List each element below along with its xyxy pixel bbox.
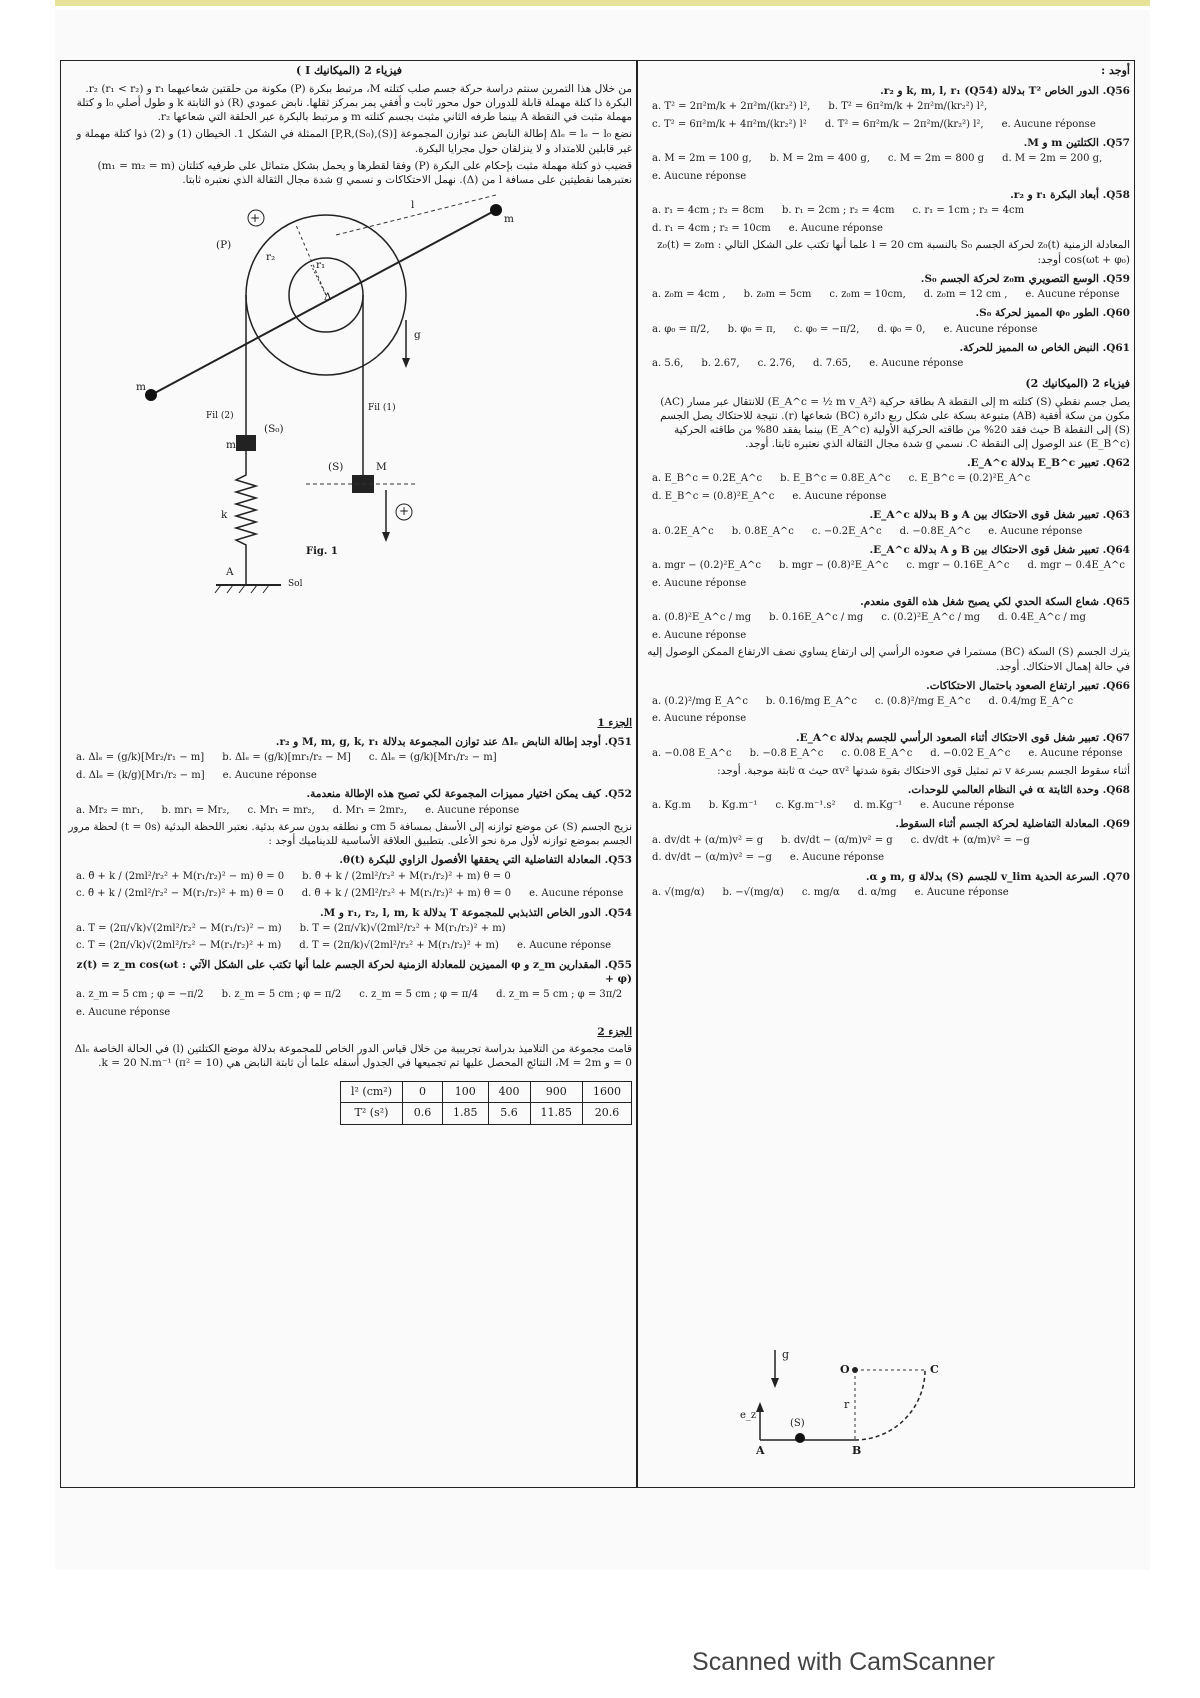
q67-option-b[interactable]: b. −0.8 E_A^c <box>749 748 824 760</box>
q52-option-d[interactable]: d. Mr₁ = 2mr₂, <box>332 804 408 816</box>
q65-option-d[interactable]: d. 0.4E_A^c / mg <box>998 612 1086 624</box>
intro-paragraph-part2: يصل جسم نقطي (S) كتلته m إلى النقطة A بطاقة حركية (E_A^c = ½ m v_A²) للانتقال عبر مسار (AC) مكون من سكة أفقية (AB) متبوعة بسكة على شكل ربع دائرة (BC) شعاعها (r). نتيجة للاحتكاك يصل الجسم (S) إلى النقطة B حيث فقد 20% من طاقته الحركية الأولية (E_A^c) بينما يفقد 80% من طاقته الحركية (E_B^c) عند الوصول إلى النقطة C. نسمي g شدة مجال الثقالة الذي نعتبره ثابتا. أوجد. <box>660 395 1130 451</box>
q56-text: Q56. الدور الخاص T² بدلالة (Q54) k, m, l, r₁ و r₂. <box>880 84 1130 97</box>
q67-option-d[interactable]: d. −0.02 E_A^c <box>930 748 1011 760</box>
q63-option-d[interactable]: d. −0.8E_A^c <box>899 525 971 537</box>
q64-option-c[interactable]: c. mgr − 0.16E_A^c <box>906 560 1010 572</box>
label-plus-top: + <box>250 211 261 226</box>
q67-option-c[interactable]: c. 0.08 E_A^c <box>841 748 913 760</box>
table-cell: 0 <box>403 1081 443 1103</box>
q68-text: Q68. وحدة الثابتة α في النظام العالمي للوحدات. <box>907 783 1130 796</box>
q55-options <box>76 988 632 1019</box>
fig2-label-g: g <box>782 1348 790 1361</box>
scan-top-edge <box>55 0 1150 6</box>
q53-options <box>76 870 632 901</box>
q51-option-e[interactable]: e. Aucune réponse <box>222 769 317 781</box>
q69-option-a[interactable]: a. dv/dt + (α/m)v² = g <box>652 834 764 846</box>
q69-option-d[interactable]: d. dv/dt − (α/m)v² = −g <box>652 852 772 864</box>
q52-option-c[interactable]: c. Mr₁ = mr₂, <box>247 804 315 816</box>
q57-option-e[interactable]: e. Aucune réponse <box>652 170 747 182</box>
q58-option-a[interactable]: a. r₁ = 4cm ; r₂ = 8cm <box>652 205 764 217</box>
q57-option-b[interactable]: b. M = 2m = 400 g, <box>769 153 870 165</box>
fig2-label-S: (S) <box>790 1418 805 1429</box>
q68-option-d[interactable]: d. m.Kg⁻¹ <box>853 799 903 811</box>
q54-option-a[interactable]: a. T = (2π/√k)√(2ml²/r₂² − M(r₁/r₂)² − m) <box>76 922 282 934</box>
label-delta: Δ <box>324 291 332 304</box>
q60-option-e[interactable]: e. Aucune réponse <box>943 323 1038 335</box>
q53-option-e[interactable]: e. Aucune réponse <box>529 888 624 900</box>
q52-option-a[interactable]: a. Mr₂ = mr₁, <box>76 804 144 816</box>
q64-text: Q64. تعبير شغل قوى الاحتكاك بين B و A بدلالة E_A^c. <box>869 544 1130 557</box>
q69-option-c[interactable]: c. dv/dt + (α/m)v² = −g <box>910 834 1030 846</box>
ground-hatch <box>215 585 269 593</box>
q53-option-b[interactable]: b. θ̈ + k / (2ml²/r₂² + M(r₁/r₂)² + m) θ = 0 <box>302 870 511 882</box>
intro-paragraph-3: قضيب ذو كتلة مهملة مثبت بإحكام على البكرة (P) وفقا لقطرها و يحمل بشكل متماثل على طرفيه كتلتان (m₁ = m₂ = m) نعتبرهما نقطيتين على مسافة l من (Δ). نهمل الاحتكاكات و نسمي g شدة مجال الثقالة الذي نعتبره ثابتا. <box>97 159 632 186</box>
q69-text: Q69. المعادلة التفاضلية لحركة الجسم أثناء السقوط. <box>895 818 1130 831</box>
q59-option-a[interactable]: a. z₀m = 4cm , <box>652 288 726 300</box>
label-m-top: m <box>504 213 514 226</box>
label-plus-bottom: + <box>399 504 410 519</box>
q66-option-c[interactable]: c. (0.8)²/mg E_A^c <box>874 695 971 707</box>
q63-option-e[interactable]: e. Aucune réponse <box>988 525 1083 537</box>
label-l: l <box>411 199 415 212</box>
fig2-label-C: C <box>930 1363 939 1376</box>
q63-option-c[interactable]: c. −0.2E_A^c <box>811 525 882 537</box>
table-cell: 5.6 <box>488 1103 530 1125</box>
q68-option-c[interactable]: c. Kg.m⁻¹.s² <box>775 799 836 811</box>
q70-option-d[interactable]: d. α/mg <box>857 886 897 898</box>
fig2-label-ez: e_z <box>740 1410 757 1421</box>
table-cell: 11.85 <box>530 1103 583 1125</box>
intro-paragraph-2: نضع Δlₑ = lₑ − l₀ إطالة النابض عند توازن المجموعة [(S),(S₀),P,R] الممثلة في الشكل 1. الخيطان (1) و (2) ذوا كتلة مهملة و غير قابلين للامتداد و لا ينزلقان حول مجرايا البكرة. <box>76 128 632 155</box>
table-row <box>340 1081 631 1103</box>
q65-text: Q65. شعاع السكة الحدي لكي يصبح شغل هذه القوى منعدم. <box>860 596 1130 609</box>
q58-options <box>652 204 1130 235</box>
label-r2: r₂ <box>266 251 276 264</box>
q62-text: Q62. تعبير E_B^c بدلالة E_A^c. <box>967 457 1130 470</box>
q57-option-c[interactable]: c. M = 2m = 800 g <box>887 153 985 165</box>
q70-option-e[interactable]: e. Aucune réponse <box>914 886 1009 898</box>
table-cell: 20.6 <box>583 1103 632 1125</box>
q62-options <box>652 472 1130 503</box>
q70-option-a[interactable]: a. √(mg/α) <box>652 886 705 898</box>
left-header: فيزياء 2 (الميكانيك I ) <box>296 64 402 77</box>
q65-option-a[interactable]: a. (0.8)²E_A^c / mg <box>652 612 752 624</box>
fig2-label-O: O <box>840 1363 850 1376</box>
q67-text: Q67. تعبير شغل قوى الاحتكاك أثناء الصعود الرأسي للجسم بدلالة E_A^c. <box>795 731 1130 744</box>
q63-options <box>652 525 1130 539</box>
q53-text: Q53. المعادلة التفاضلية التي يحققها الأفصول الزاوي للبكرة θ(t). <box>339 854 632 867</box>
q62-option-b[interactable]: b. E_B^c = 0.8E_A^c <box>780 473 891 485</box>
paragraph-z0: المعادلة الزمنية z₀(t) لحركة الجسم S₀ بالنسبة l = 20 cm علما أنها تكتب على الشكل التالي : z₀(t) = z₀m cos(ωt + φ₀) أوجد: <box>657 239 1130 266</box>
q63-option-a[interactable]: a. 0.2E_A^c <box>652 525 714 537</box>
q66-option-e[interactable]: e. Aucune réponse <box>652 713 747 725</box>
q59-options <box>652 288 1130 302</box>
table-row-head-t2: T² (s²) <box>340 1103 402 1125</box>
table-cell: 1.85 <box>443 1103 489 1125</box>
q59-option-e[interactable]: e. Aucune réponse <box>1025 288 1120 300</box>
label-A: A <box>226 566 234 579</box>
fig2-label-A: A <box>756 1444 765 1457</box>
q68-option-b[interactable]: b. Kg.m⁻¹ <box>708 799 758 811</box>
q51-options <box>76 751 632 782</box>
axis-z-arrow <box>382 532 390 542</box>
body-S <box>795 1433 805 1443</box>
q61-option-b[interactable]: b. 2.67, <box>701 358 740 370</box>
label-S: (S) <box>328 461 344 474</box>
q61-option-d[interactable]: d. 7.65, <box>813 358 852 370</box>
label-fil1: Fil (1) <box>368 403 396 414</box>
q58-option-c[interactable]: c. r₁ = 1cm ; r₂ = 4cm <box>912 205 1025 217</box>
q64-options <box>652 559 1130 590</box>
paragraph-bc: يترك الجسم (S) السكة (BC) مستمرا في صعوده الرأسي إلى ارتفاع يساوي نصف الارتفاع الممكن الوصول إليه في حالة إهمال الاحتكاك. أوجد. <box>647 646 1130 673</box>
q57-text: Q57. الكتلتين m و M. <box>1023 137 1130 150</box>
q58-option-d[interactable]: d. r₁ = 4cm ; r₂ = 10cm <box>652 222 771 234</box>
q68-option-e[interactable]: e. Aucune réponse <box>920 799 1015 811</box>
label-P: (P) <box>216 239 232 252</box>
g-vector-arrow <box>402 358 410 368</box>
q70-options <box>652 886 1130 900</box>
scanner-watermark: Scanned with CamScanner <box>692 1648 995 1676</box>
q66-text: Q66. تعبير ارتفاع الصعود باحتمال الاحتكاكات. <box>926 679 1130 692</box>
label-m-block: m <box>226 439 236 452</box>
q60-option-a[interactable]: a. φ₀ = π/2, <box>652 323 710 335</box>
q53-option-a[interactable]: a. θ̈ + k / (2ml²/r₂² + M(r₁/r₂)² − m) θ = 0 <box>76 870 285 882</box>
spring <box>236 451 256 585</box>
q57-options <box>652 152 1130 183</box>
q52-options <box>76 804 632 818</box>
q67-options <box>652 747 1130 761</box>
q69-option-b[interactable]: b. dv/dt − (α/m)v² = g <box>781 834 893 846</box>
q54-option-c[interactable]: c. T = (2π/√k)√(2ml²/r₂² − M(r₁/r₂)² + m) <box>76 940 282 952</box>
q51-text: Q51. أوجد إطالة النابض Δlₑ عند توازن المجموعة بدلالة M, m, g, k, r₁ و r₂. <box>275 736 632 749</box>
point-O <box>852 1367 858 1373</box>
q54-options <box>76 922 632 953</box>
label-fil2: Fil (2) <box>206 411 234 422</box>
q55-option-b[interactable]: b. z_m = 5 cm ; φ = π/2 <box>221 989 342 1001</box>
q70-text: Q70. السرعة الحدية v_lim للجسم (S) بدلالة m, g و α. <box>865 870 1130 883</box>
q54-option-e[interactable]: e. Aucune réponse <box>516 940 612 952</box>
q65-option-b[interactable]: b. 0.16E_A^c / mg <box>769 612 864 624</box>
q59-option-b[interactable]: b. z₀m = 5cm <box>743 288 812 300</box>
track-BC <box>855 1370 925 1440</box>
q70-option-b[interactable]: b. −√(mg/α) <box>722 886 784 898</box>
table-cell: 1600 <box>583 1081 632 1103</box>
q56-option-b[interactable]: b. T² = 6π²m/k + 2π²m/(kr₂²) l², <box>828 101 988 113</box>
q58-text: Q58. أبعاد البكرة r₁ و r₂. <box>1010 189 1130 202</box>
q56-option-e[interactable]: e. Aucune réponse <box>1001 118 1096 130</box>
q65-option-e[interactable]: e. Aucune réponse <box>652 629 747 641</box>
q51-option-d[interactable]: d. Δlₑ = (k/g)[Mr₁/r₂ − m] <box>76 769 205 781</box>
q69-options <box>652 834 1130 865</box>
column-divider <box>636 60 638 1488</box>
ez-vector-arrow <box>756 1402 764 1412</box>
mass-left <box>145 389 157 401</box>
q60-option-b[interactable]: b. φ₀ = π, <box>727 323 776 335</box>
q66-option-b[interactable]: b. 0.16/mg E_A^c <box>765 695 857 707</box>
table-cell: 100 <box>443 1081 489 1103</box>
fig2-label-B: B <box>852 1444 862 1457</box>
q63-text: Q63. تعبير شغل قوى الاحتكاك بين A و B بدلالة E_A^c. <box>869 509 1130 522</box>
q62-option-d[interactable]: d. E_B^c = (0.8)²E_A^c <box>652 490 775 502</box>
q51-option-b[interactable]: b. Δlₑ = (g/k)[mr₁/r₂ − M] <box>222 752 351 764</box>
q52-text: Q52. كيف يمكن اختيار مميزات المجموعة لكي تصبح هذه الإطالة منعدمة. <box>306 788 632 801</box>
q66-option-a[interactable]: a. (0.2)²/mg E_A^c <box>652 695 748 707</box>
q62-option-e[interactable]: e. Aucune réponse <box>792 490 887 502</box>
q56-options <box>652 100 1130 131</box>
q60-options <box>652 323 1130 337</box>
q52-option-b[interactable]: b. mr₁ = Mr₂, <box>161 804 230 816</box>
q60-option-c[interactable]: c. φ₀ = −π/2, <box>793 323 860 335</box>
label-k: k <box>221 509 228 522</box>
q66-options <box>652 695 1130 726</box>
q66-option-d[interactable]: d. 0.4/mg E_A^c <box>988 695 1074 707</box>
label-S0: (S₀) <box>264 423 284 436</box>
q61-option-e[interactable]: e. Aucune réponse <box>869 358 964 370</box>
figure-1 <box>66 190 632 710</box>
q68-option-a[interactable]: a. Kg.m <box>652 799 691 811</box>
figure-1-area <box>66 190 632 710</box>
q56-option-d[interactable]: d. T² = 6π²m/k − 2π²m/(kr₂²) l², <box>824 118 984 130</box>
q51-option-c[interactable]: c. Δlₑ = (g/k)[Mr₁/r₂ − m] <box>368 752 497 764</box>
q68-options <box>652 799 1130 813</box>
mass-right <box>490 204 502 216</box>
q61-option-a[interactable]: a. 5.6, <box>652 358 684 370</box>
q67-option-e[interactable]: e. Aucune réponse <box>1028 748 1123 760</box>
q53-option-d[interactable]: d. θ̈ + k / (2Ml²/r₂² + M(r₁/r₂)² + m) θ = 0 <box>301 888 512 900</box>
intro-paragraph-1: من خلال هذا التمرين سنتم دراسة حركة جسم صلب كتلته M، مرتبط ببكرة (P) مكونة من حلقتين شعاعيهما r₁ و r₂ (r₁ < r₂). البكرة ذا كتلة مهملة قابلة للدوران حول محور ثابت و أفقي يمر بمركز ثقلها. نابض عمودي (R) ذو الثابتة k و طول أصلي l₀ و كتلة مهملة مثبت في النقطة A بينما طرفه الثاني مثبت بجسم كتلته m و مرتبط بالبكرة عبر الحلقة التي شعاعها r₂. <box>76 82 632 124</box>
q55-option-c[interactable]: c. z_m = 5 cm ; φ = π/4 <box>359 989 479 1001</box>
q57-option-d[interactable]: d. M = 2m = 200 g, <box>1002 153 1103 165</box>
right-column <box>642 64 1130 901</box>
q64-option-d[interactable]: d. mgr − 0.4E_A^c <box>1027 560 1126 572</box>
part-1-title: الجزء 1 <box>597 717 632 730</box>
q60-text: Q60. الطور φ₀ المميز لحركة S₀. <box>975 307 1130 320</box>
q61-option-c[interactable]: c. 2.76, <box>757 358 796 370</box>
q69-option-e[interactable]: e. Aucune réponse <box>789 852 885 864</box>
q53-option-c[interactable]: c. θ̈ + k / (2ml²/r₂² − M(r₁/r₂)² + m) θ = 0 <box>76 888 284 900</box>
q58-option-e[interactable]: e. Aucune réponse <box>788 222 883 234</box>
q62-option-a[interactable]: a. E_B^c = 0.2E_A^c <box>652 473 763 485</box>
label-M: M <box>376 461 387 474</box>
q64-option-e[interactable]: e. Aucune réponse <box>652 577 747 589</box>
q70-option-c[interactable]: c. mg/α <box>801 886 840 898</box>
figure-caption: Fig. 1 <box>306 546 338 558</box>
q54-text: Q54. الدور الخاص التذبذبي للمجموعة T بدلالة r₁, r₂, l, m, k و M. <box>319 906 632 919</box>
paragraph-3: قامت مجموعة من التلاميذ بدراسة تجريبية من خلال قياس الدور الخاص للمجموعة بدلالة موضع الكتلتين (l) في الحالة الخاصة Δlₑ = 0 و M = 2m، التتائج المحصل عليها تم تجميعها في الجدول أسفله علما أن ثابتة النابض هي k = 20 N.m⁻¹ (π² = 10). <box>74 1043 632 1070</box>
q54-option-d[interactable]: d. T = (2π/k)√(2ml²/r₂² + M(r₁/r₂)² + m) <box>299 940 499 952</box>
q55-option-a[interactable]: a. z_m = 5 cm ; φ = −π/2 <box>76 989 204 1001</box>
label-sol: Sol <box>288 579 303 590</box>
q55-text: Q55. المقدارين z_m و φ المميزين للمعادلة الزمنية لحركة الجسم علما أنها تكتب على الشكل الآتي : z(t) = z_m cos(ωt + φ) <box>76 958 632 985</box>
block-S0 <box>236 435 256 451</box>
q56-option-a[interactable]: a. T² = 2π²m/k + 2π²m/(kr₂²) l², <box>652 101 811 113</box>
q61-options <box>652 357 1130 371</box>
q64-option-a[interactable]: a. mgr − (0.2)²E_A^c <box>652 560 761 572</box>
fig2-label-r: r <box>844 1398 850 1411</box>
table-cell: 900 <box>530 1081 583 1103</box>
q59-option-d[interactable]: d. z₀m = 12 cm , <box>923 288 1008 300</box>
q67-option-a[interactable]: a. −0.08 E_A^c <box>652 748 732 760</box>
right-header-2: فيزياء 2 (الميكانيك 2) <box>1025 376 1130 390</box>
paragraph-fall: أثناء سقوط الجسم بسرعة v تم تمثيل قوى الاحتكاك بقوة شدتها αv² حيث α ثابتة موجبة. أوجد: <box>717 764 1130 777</box>
q57-option-a[interactable]: a. M = 2m = 100 g, <box>652 153 752 165</box>
q59-text: Q59. الوسع التصويري z₀m لحركة الجسم S₀. <box>920 272 1130 285</box>
q56-option-c[interactable]: c. T² = 6π²m/k + 4π²m/(kr₂²) l² <box>652 118 807 130</box>
q65-options <box>652 611 1130 642</box>
label-m-left: m <box>136 381 146 394</box>
length-l-dim <box>336 195 496 235</box>
q58-option-b[interactable]: b. r₁ = 2cm ; r₂ = 4cm <box>782 205 895 217</box>
q64-option-b[interactable]: b. mgr − (0.8)²E_A^c <box>778 560 889 572</box>
q65-option-c[interactable]: c. (0.2)²E_A^c / mg <box>881 612 981 624</box>
table-cell: 400 <box>488 1081 530 1103</box>
q55-option-e[interactable]: e. Aucune réponse <box>76 1006 171 1018</box>
table-cell: 0.6 <box>403 1103 443 1125</box>
q59-option-c[interactable]: c. z₀m = 10cm, <box>829 288 906 300</box>
left-column <box>66 64 632 1125</box>
q62-option-c[interactable]: c. E_B^c = (0.2)²E_A^c <box>908 473 1031 485</box>
table-row <box>340 1103 631 1125</box>
label-r1: r₁ <box>316 259 326 272</box>
part-2-title: الجزء 2 <box>597 1026 632 1039</box>
figure-2 <box>740 1330 1040 1460</box>
table-row-head-l2: l² (cm²) <box>340 1081 402 1103</box>
q52-option-e[interactable]: e. Aucune réponse <box>425 804 520 816</box>
right-header: أوجد : <box>1101 64 1130 77</box>
g-vector-2-arrow <box>771 1378 779 1388</box>
data-table <box>340 1081 632 1126</box>
q54-option-b[interactable]: b. T = (2π/√k)√(2ml²/r₂² + M(r₁/r₂)² + m) <box>299 922 506 934</box>
q60-option-d[interactable]: d. φ₀ = 0, <box>877 323 926 335</box>
q51-option-a[interactable]: a. Δlₑ = (g/k)[Mr₂/r₁ − m] <box>76 752 205 764</box>
label-g: g <box>414 329 421 342</box>
q61-text: Q61. النبض الخاص ω المميز للحركة. <box>959 342 1130 355</box>
q55-option-d[interactable]: d. z_m = 5 cm ; φ = 3π/2 <box>496 989 623 1001</box>
paragraph-2: نزيح الجسم (S) عن موضع توازنه إلى الأسفل بمسافة 5 cm و نطلقه بدون سرعة بدئية. نعتبر اللحظة البدئية (t = 0s) لحظة مرور الجسم بموضع توازنه لأول مرة نحو الأعلى. بتطبيق العلاقة الأساسية للديناميك أوجد : <box>68 821 632 848</box>
q63-option-b[interactable]: b. 0.8E_A^c <box>731 525 794 537</box>
